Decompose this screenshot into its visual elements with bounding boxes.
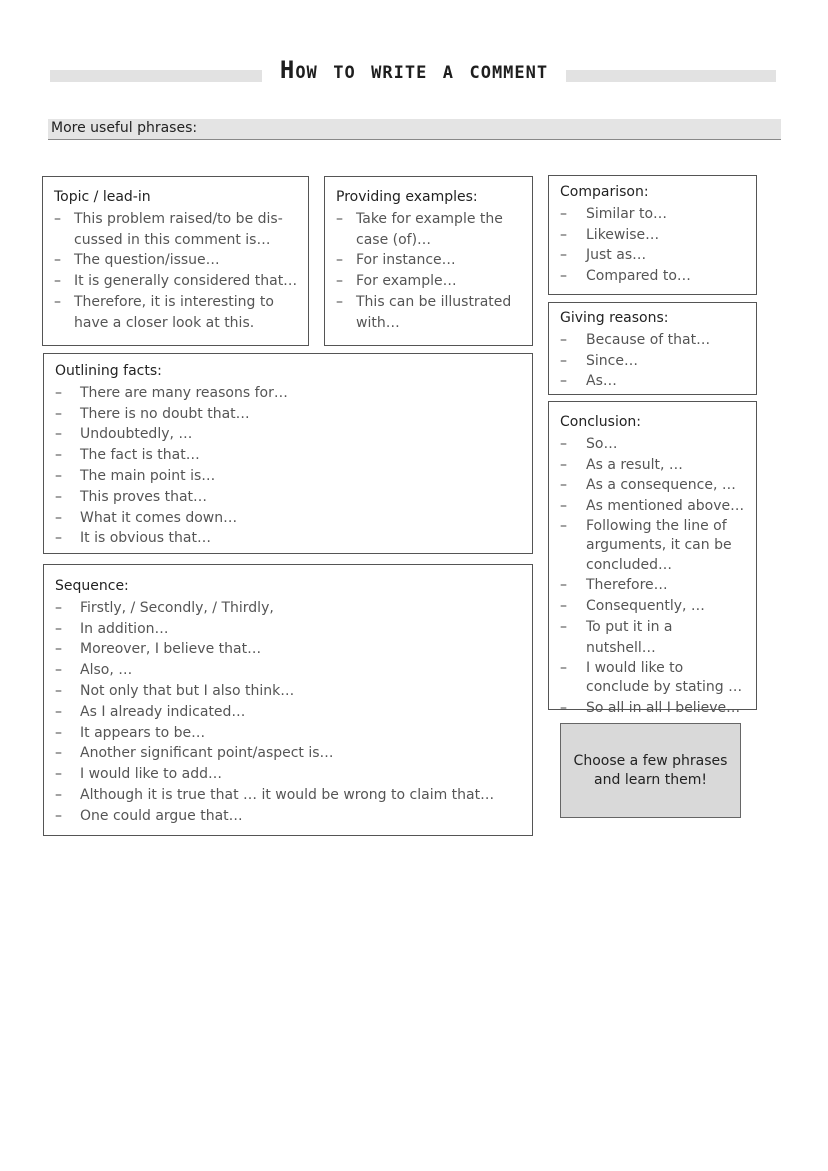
reasons-title: Giving reasons:	[560, 310, 669, 326]
list-item: – It is generally considered that…	[54, 271, 298, 292]
list-item: – Compared to…	[560, 266, 746, 287]
list-item: – Since…	[560, 351, 746, 372]
list-item: – Consequently, …	[560, 596, 746, 617]
list-item: – The fact is that…	[55, 445, 522, 466]
list-item: – There are many reasons for…	[55, 383, 522, 404]
list-item: – I would like to add…	[55, 764, 522, 785]
list-item: – Therefore…	[560, 575, 746, 596]
title-decor-left	[50, 70, 262, 82]
tip-note	[560, 723, 741, 818]
list-item: – This can be illustrated with…	[336, 292, 522, 334]
page-title: How to write a comment	[279, 56, 549, 84]
list-item: – There is no doubt that…	[55, 404, 522, 425]
list-item: – Take for example the case (of)…	[336, 209, 522, 251]
comparison-title: Comparison:	[560, 184, 649, 200]
list-item: – Likewise…	[560, 225, 746, 246]
conclusion-title: Conclusion:	[560, 414, 642, 430]
title-decor-right	[566, 70, 776, 82]
list-item: – Similar to…	[560, 204, 746, 225]
list-item: – As a result, …	[560, 455, 746, 476]
tip-note-text: Choose a few phrases and learn them!	[573, 752, 728, 788]
list-item: – As a consequence, …	[560, 475, 746, 496]
list-item: – So…	[560, 434, 746, 455]
conclusion-box	[548, 401, 757, 716]
reasons-box	[548, 302, 757, 395]
list-item: – Because of that…	[560, 330, 746, 351]
comparison-box	[548, 175, 757, 295]
list-item: – What it comes down…	[55, 508, 522, 529]
sequence-title: Sequence:	[55, 578, 129, 594]
list-item: – Also, …	[55, 660, 522, 681]
examples-title: Providing examples:	[336, 189, 478, 205]
topic-box	[42, 176, 309, 346]
facts-box	[43, 353, 533, 554]
list-item: – For example…	[336, 271, 522, 292]
list-item: – It is obvious that…	[55, 528, 522, 549]
list-item: – Therefore, it is interesting to have a closer look at this.	[54, 292, 298, 334]
sequence-box	[43, 564, 533, 836]
list-item: – It appears to be…	[55, 723, 522, 744]
list-item: – As mentioned above…	[560, 496, 746, 517]
list-item: – Following the line of arguments, it can be concluded…	[560, 517, 746, 576]
list-item: – Undoubtedly, …	[55, 424, 522, 445]
list-item: – In addition…	[55, 619, 522, 640]
list-item: – This proves that…	[55, 487, 522, 508]
list-item: – The main point is…	[55, 466, 522, 487]
list-item: – The question/issue…	[54, 250, 298, 271]
list-item: – Not only that but I also think…	[55, 681, 522, 702]
topic-title: Topic / lead-in	[54, 189, 151, 205]
list-item: – Firstly, / Secondly, / Thirdly,	[55, 598, 522, 619]
list-item: – So all in all I believe…	[560, 698, 746, 719]
examples-box	[324, 176, 533, 346]
list-item: – I would like to conclude by stating …	[560, 659, 746, 698]
list-item: – Just as…	[560, 245, 746, 266]
list-item: – To put it in a nutshell…	[560, 617, 746, 659]
list-item: – Another significant point/aspect is…	[55, 743, 522, 764]
list-item: – Moreover, I believe that…	[55, 639, 522, 660]
list-item: – One could argue that…	[55, 806, 522, 827]
section-subheading: More useful phrases:	[48, 119, 781, 140]
list-item: – For instance…	[336, 250, 522, 271]
facts-title: Outlining facts:	[55, 363, 162, 379]
list-item: – This problem raised/to be dis-cussed in this comment is…	[54, 209, 298, 251]
list-item: – As I already indicated…	[55, 702, 522, 723]
list-item: – Although it is true that … it would be wrong to claim that…	[55, 785, 522, 806]
list-item: – As…	[560, 371, 746, 392]
